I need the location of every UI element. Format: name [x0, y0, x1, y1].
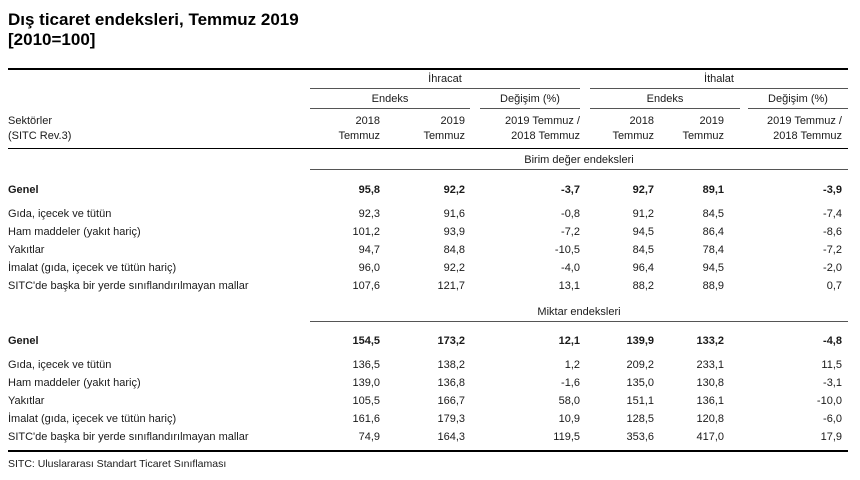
import-change-subheader: Değişim (%)	[768, 93, 828, 105]
export-change-value: 1,2	[564, 359, 580, 371]
export-2018-year: 2018	[355, 115, 380, 127]
row-label: İmalat (gıda, içecek ve tütün hariç)	[8, 262, 177, 274]
export-change-value: 119,5	[553, 431, 580, 443]
export-change-header-1: 2019 Temmuz /	[504, 115, 580, 127]
import-2019-month: Temmuz	[682, 130, 724, 142]
row-label: SITC'de başka bir yerde sınıflandırılmayan mallar	[8, 280, 249, 292]
section-title-quantity: Miktar endeksleri	[537, 306, 621, 318]
export-2019-value: 93,9	[443, 226, 465, 238]
import-2018-year: 2018	[629, 115, 654, 127]
export-change-value: -10,5	[554, 244, 580, 256]
import-change-value: -10,0	[816, 395, 842, 407]
row-label: Yakıtlar	[8, 244, 45, 256]
export-2019-value: 166,7	[437, 395, 465, 407]
export-2018-value: 107,6	[352, 280, 380, 292]
import-change-header-2: 2018 Temmuz	[773, 130, 842, 142]
import-2019-value: 233,1	[696, 359, 724, 371]
export-2019-value: 92,2	[443, 184, 465, 196]
export-change-value: 12,1	[558, 335, 580, 347]
export-2019-value: 91,6	[443, 208, 465, 220]
export-2018-value: 154,5	[352, 335, 380, 347]
import-2018-value: 353,6	[626, 431, 654, 443]
import-2019-value: 88,9	[702, 280, 724, 292]
export-2018-month: Temmuz	[338, 130, 380, 142]
import-2019-value: 89,1	[702, 184, 724, 196]
export-change-value: -3,7	[561, 184, 580, 196]
export-change-value: -7,2	[561, 226, 580, 238]
import-2019-value: 78,4	[702, 244, 724, 256]
import-2018-value: 84,5	[632, 244, 654, 256]
export-change-value: -4,0	[561, 262, 580, 274]
section-1-rule	[310, 169, 848, 170]
import-change-value: -2,0	[823, 262, 842, 274]
import-2019-value: 130,8	[696, 377, 724, 389]
import-change-value: -3,1	[823, 377, 842, 389]
row-label: İmalat (gıda, içecek ve tütün hariç)	[8, 413, 177, 425]
export-2019-month: Temmuz	[423, 130, 465, 142]
import-index-subheader: Endeks	[646, 93, 684, 105]
export-2019-value: 92,2	[443, 262, 465, 274]
title-line-2: [2010=100]	[8, 30, 96, 49]
import-2019-value: 133,2	[696, 335, 724, 347]
import-change-value: -8,6	[823, 226, 842, 238]
export-change-subheader: Değişim (%)	[500, 93, 560, 105]
import-change-value: -3,9	[823, 184, 842, 196]
group-header-export: İhracat	[428, 73, 462, 85]
export-2019-value: 138,2	[437, 359, 465, 371]
export-2019-year: 2019	[440, 115, 465, 127]
export-2018-value: 74,9	[358, 431, 380, 443]
import-group-rule	[590, 88, 848, 89]
import-2018-month: Temmuz	[612, 130, 654, 142]
section-2-rule	[310, 321, 848, 322]
import-change-value: 0,7	[826, 280, 842, 292]
import-2018-value: 128,5	[626, 413, 654, 425]
export-2018-value: 92,3	[358, 208, 380, 220]
export-2018-value: 139,0	[352, 377, 380, 389]
export-2019-value: 173,2	[437, 335, 465, 347]
row-label: Genel	[8, 335, 39, 347]
import-2018-value: 88,2	[632, 280, 654, 292]
import-2018-value: 92,7	[632, 184, 654, 196]
export-2019-value: 136,8	[437, 377, 465, 389]
export-index-rule	[310, 108, 470, 109]
import-2019-value: 86,4	[702, 226, 724, 238]
row-label: Ham maddeler (yakıt hariç)	[8, 377, 141, 389]
import-change-header-1: 2019 Temmuz /	[766, 115, 842, 127]
import-change-value: -6,0	[823, 413, 842, 425]
export-change-value: 10,9	[558, 413, 580, 425]
import-index-rule	[590, 108, 740, 109]
import-change-value: 11,5	[821, 359, 842, 371]
import-2019-value: 84,5	[702, 208, 724, 220]
export-2018-value: 95,8	[358, 184, 380, 196]
export-change-header-2: 2018 Temmuz	[511, 130, 580, 142]
import-2018-value: 209,2	[626, 359, 654, 371]
import-change-value: -7,4	[823, 208, 842, 220]
import-2018-value: 96,4	[632, 262, 654, 274]
export-2018-value: 94,7	[358, 244, 380, 256]
import-change-value: -7,2	[823, 244, 842, 256]
export-group-rule	[310, 88, 580, 89]
import-2019-value: 94,5	[702, 262, 724, 274]
sector-label-sitc: (SITC Rev.3)	[8, 130, 72, 142]
import-change-value: -4,8	[823, 335, 842, 347]
import-2018-value: 151,1	[626, 395, 654, 407]
export-2018-value: 136,5	[352, 359, 380, 371]
table-bottom-rule	[8, 450, 848, 452]
row-label: Yakıtlar	[8, 395, 45, 407]
export-index-subheader: Endeks	[371, 93, 409, 105]
header-bottom-rule	[8, 148, 848, 149]
row-label: Genel	[8, 184, 39, 196]
import-2019-year: 2019	[699, 115, 724, 127]
export-2018-value: 105,5	[352, 395, 380, 407]
export-change-value: -0,8	[561, 208, 580, 220]
sector-label: Sektörler	[8, 115, 53, 127]
export-change-rule	[480, 108, 580, 109]
export-2018-value: 96,0	[358, 262, 380, 274]
import-2018-value: 94,5	[632, 226, 654, 238]
title-line-1: Dış ticaret endeksleri, Temmuz 2019	[8, 10, 299, 29]
table-top-rule	[8, 68, 848, 70]
export-2018-value: 101,2	[352, 226, 380, 238]
export-2019-value: 121,7	[437, 280, 465, 292]
row-label: Gıda, içecek ve tütün	[8, 359, 112, 371]
row-label: SITC'de başka bir yerde sınıflandırılmayan mallar	[8, 431, 249, 443]
export-2019-value: 84,8	[443, 244, 465, 256]
export-change-value: 58,0	[558, 395, 580, 407]
import-2018-value: 91,2	[632, 208, 654, 220]
import-2018-value: 139,9	[626, 335, 654, 347]
export-2018-value: 161,6	[352, 413, 380, 425]
import-2019-value: 136,1	[696, 395, 724, 407]
import-2019-value: 120,8	[696, 413, 724, 425]
row-label: Ham maddeler (yakıt hariç)	[8, 226, 141, 238]
export-2019-value: 164,3	[437, 431, 465, 443]
section-title-unit-value: Birim değer endeksleri	[524, 154, 634, 166]
import-change-value: 17,9	[820, 431, 842, 443]
import-change-rule	[748, 108, 848, 109]
footnote: SITC: Uluslararası Standart Ticaret Sınıflaması	[8, 458, 227, 470]
import-2019-value: 417,0	[696, 431, 724, 443]
export-change-value: -1,6	[561, 377, 580, 389]
export-change-value: 13,1	[558, 280, 580, 292]
import-2018-value: 135,0	[626, 377, 654, 389]
group-header-import: İthalat	[704, 73, 734, 85]
row-label: Gıda, içecek ve tütün	[8, 208, 112, 220]
export-2019-value: 179,3	[437, 413, 465, 425]
